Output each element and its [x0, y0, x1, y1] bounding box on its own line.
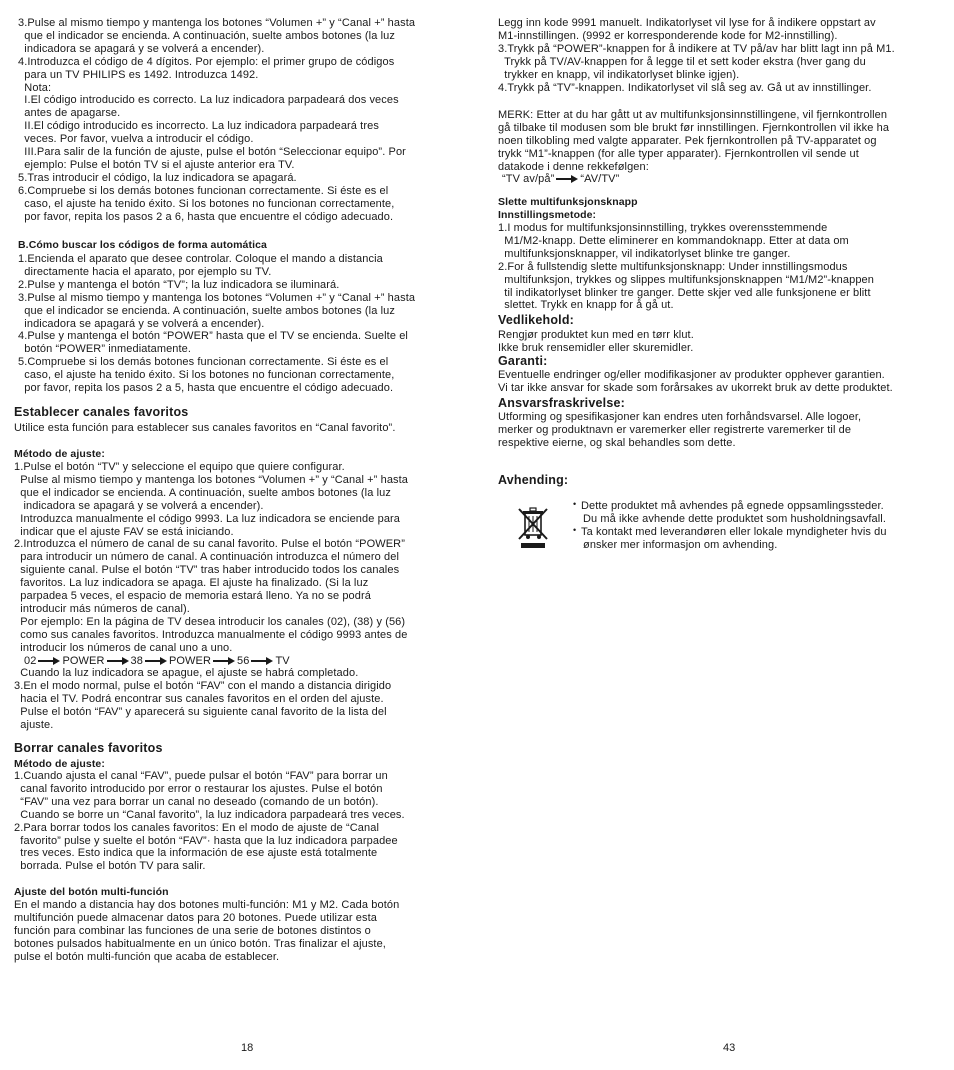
body-line: Trykk på TV/AV-knappen for å legge til et sett koder ekstra (hver gang du	[498, 55, 866, 68]
body-line: borrada. Pulse el botón TV para salir.	[14, 860, 206, 873]
body-line: M1-innstillingen. (9992 er korresponderende kode for M2-innstilling).	[498, 29, 838, 42]
body-line: que el indicador se encienda. A continuación, suelte ambos botones (la luz	[18, 29, 395, 42]
channel-sequence	[24, 655, 290, 667]
body-line: II.El código introducido es incorrecto. La luz indicadora parpadeará tres	[18, 120, 379, 133]
arrow-right-icon	[213, 657, 235, 665]
sequence-item: POWER	[168, 654, 211, 667]
body-line: indicadora se apagará y se volverá a encender).	[18, 317, 265, 330]
sequence-item: POWER	[62, 654, 105, 667]
section-title-ansvar: Ansvarsfraskrivelse:	[498, 396, 625, 410]
body-line: indicadora se apagará y se volverá a encender).	[14, 499, 264, 512]
body-line: 2.For å fullstendig slette multifunksjonsknapp: Under innstillingsmodus	[498, 260, 848, 273]
body-line: 4.Introduzca el código de 4 dígitos. Por ejemplo: el primer grupo de códigos	[18, 55, 395, 68]
body-line: introducir los números de canal uno a uno.	[14, 641, 233, 654]
body-line: para introducir un número de canal. A continuación introduzca el número del	[14, 551, 399, 564]
section-heading-multi: Ajuste del botón multi-función	[14, 886, 169, 898]
bullet-marker: •	[573, 499, 577, 509]
body-line: 3.En el modo normal, pulse el botón “FAV” con el mando a distancia dirigido	[14, 680, 392, 693]
section-title-garanti: Garanti:	[498, 354, 548, 368]
body-line: parpadea 5 veces, el espacio de memoria estará lleno. Ya no se podrá	[14, 590, 371, 602]
body-line: como sus canales favoritos. Introduzca manualmente el código 9993 antes de	[14, 628, 408, 641]
arrow-right-icon	[251, 657, 273, 665]
body-line: ajuste.	[14, 719, 54, 731]
body-line: Utforming og spesifikasjoner kan endres uten forhåndsvarsel. Alle logoer,	[498, 411, 862, 423]
note-line: trykk “M1”-knappen (for alle typer apparater). Fjernkontrollen vil sende ut	[498, 147, 859, 160]
body-line: Vi tar ikke ansvar for skade som forårsakes av ukorrekt bruk av dette produktet.	[498, 381, 893, 394]
body-line: tres veces. Esto indica que la información de ese ajuste está totalmente	[14, 847, 378, 860]
body-line: directamente hacia el aparato, por ejemplo su TV.	[18, 265, 272, 278]
body-line: caso, el ajuste ha tenido éxito. Si los botones no funcionan correctamente,	[18, 369, 395, 382]
arrow-right-icon	[145, 657, 167, 665]
body-line: Cuando se borre un “Canal favorito”, la luz indicadora parpadeará tres veces.	[14, 808, 405, 821]
body-line: caso, el ajuste ha tenido éxito. Si los botones no funcionan correctamente,	[18, 197, 395, 210]
body-line: para un TV PHILIPS es 1492. Introduzca 1492.	[18, 68, 259, 81]
section-title-avhending: Avhending:	[498, 473, 569, 487]
body-line: 3.Trykk på “POWER”-knappen for å indikere at TV på/av har blitt lagt inn på M1.	[498, 42, 895, 55]
bullet-line: ønsker mer informasjon om avhending.	[583, 538, 778, 551]
section-heading-b: B.Cómo buscar los códigos de forma automática	[18, 239, 267, 251]
body-line: indicadora se apagará y se volverá a encender).	[18, 42, 265, 55]
body-line: Eventuelle endringer og/eller modifikasjoner av produkter opphever garantien.	[498, 369, 885, 381]
body-line: 6.Compruebe si los demás botones funcionan correctamente. Si éste es el	[18, 184, 389, 197]
body-line: Legg inn kode 9991 manuelt. Indikatorlyset vil lyse for å indikere oppstart av	[498, 17, 876, 29]
body-line: por favor, repita los pasos 2 a 6, hasta que encuentre el código adecuado.	[18, 210, 394, 223]
body-line: En el mando a distancia hay dos botones multi-función: M1 y M2. Cada botón	[14, 899, 400, 911]
body-line: 3.Pulse al mismo tiempo y mantenga los botones “Volumen +” y “Canal +” hasta	[18, 17, 416, 29]
page-number-left: 18	[241, 1042, 254, 1054]
section-title-borrar: Borrar canales favoritos	[14, 741, 163, 755]
bullet-line: Ta kontakt med leverandøren eller lokale myndigheter hvis du	[581, 525, 887, 538]
body-line: Pulse al mismo tiempo y mantenga los botones “Volumen +” y “Canal +” hasta	[14, 473, 409, 486]
note-line: MERK: Etter at du har gått ut av multifunksjonsinnstillingene, vil fjernkontrollen	[498, 109, 888, 121]
sequence-item: TV	[275, 654, 290, 667]
body-line: por favor, repita los pasos 2 a 5, hasta que encuentre el código adecuado.	[18, 382, 394, 394]
body-line: Cuando la luz indicadora se apague, el ajuste se habrá completado.	[14, 667, 359, 680]
body-line: merker og produktnavn er varemerker eller registrerte varemerker til de	[498, 423, 852, 436]
arrow-right-icon	[38, 657, 60, 665]
body-line: favorito” pulse y suelte el botón “FAV”· hasta que la luz indicadora parpadee	[14, 834, 398, 847]
body-line: que el indicador se encienda. A continuación, suelte ambos botones (la luz	[14, 486, 391, 499]
body-line: 2.Para borrar todos los canales favoritos: En el modo de ajuste de “Canal	[14, 821, 379, 834]
body-line: hacia el TV. Podrá encontrar sus canales favoritos en el orden del ajuste.	[14, 693, 384, 706]
body-line: Ikke bruk rensemidler eller skuremidler.	[498, 341, 694, 354]
arrow-right-icon	[107, 657, 129, 665]
bullet-marker: •	[573, 524, 577, 535]
body-line: 1.I modus for multifunksjonsinnstilling, trykkes overensstemmende	[498, 222, 828, 234]
body-line: multifunksjon, trykkes og slippes multifunksjonsknappen “M1/M2”-knappen	[498, 273, 874, 286]
body-line: 5.Compruebe si los demás botones funcionan correctamente. Si éste es el	[18, 356, 389, 369]
body-line: Introduzca manualmente el código 9993. La luz indicadora se enciende para	[14, 512, 401, 525]
method-label: Método de ajuste:	[14, 758, 105, 770]
body-line: favoritos. La luz indicadora se apaga. El ajuste ha finalizado. (Si la luz	[14, 577, 369, 590]
sequence-item: 38	[130, 654, 143, 667]
body-line: 2.Introduzca el número de canal de su canal favorito. Pulse el botón “POWER”	[14, 538, 405, 551]
body-line: multifunción puede almacenar datos para 20 botones. Puede utilizar esta	[14, 911, 377, 924]
crossed-bin-icon	[516, 505, 550, 549]
note-line: datakode i denne rekkefølgen:	[498, 160, 649, 173]
body-line: función para combinar las funciones de una serie de botones distintos o	[14, 924, 371, 937]
body-line: M1/M2-knapp. Dette eliminerer en kommandoknapp. Etter at data om	[498, 234, 849, 247]
body-line: 1.Pulse el botón “TV” y seleccione el equipo que quiere configurar.	[14, 461, 345, 473]
body-line: til indikatorlyset blinker tre ganger. Dette skjer ved alle funksjonene er blitt	[498, 286, 871, 299]
body-line: 3.Pulse al mismo tiempo y mantenga los botones “Volumen +” y “Canal +” hasta	[18, 291, 416, 304]
body-line: I.El código introducido es correcto. La luz indicadora parpadeará dos veces	[18, 94, 399, 107]
body-line: pulse el botón multi-función que acaba de establecer.	[14, 950, 280, 963]
body-line: antes de apagarse.	[18, 107, 121, 120]
sequence-item: 56	[237, 654, 250, 667]
body-line: Pulse el botón “FAV” y aparecerá su siguiente canal favorito de la lista del	[14, 706, 387, 719]
body-line: indicar que el ajuste FAV se está iniciando.	[14, 525, 234, 538]
body-line: III.Para salir de la función de ajuste, pulse el botón “Seleccionar equipo”. Por	[18, 146, 406, 158]
body-line: multifunksjonsknapper, vil indikatorlyset blinke tre ganger.	[498, 247, 791, 260]
body-line: canal favorito introducido por error o restaurar los ajustes. Pulse el botón	[14, 782, 383, 795]
intro-line: Utilice esta función para establecer sus canales favoritos en “Canal favorito”.	[14, 422, 396, 434]
body-line: siguiente canal. Pulse el botón “TV” tras haber introducido todos los canales	[14, 564, 400, 577]
body-line: introducir más números de canal).	[14, 602, 190, 615]
body-line: botón “POWER” inmediatamente.	[18, 343, 192, 356]
bullet-line: Du må ikke avhende dette produktet som husholdningsavfall.	[583, 512, 886, 525]
body-line: Por ejemplo: En la página de TV desea introducir los canales (02), (38) y (56)	[14, 615, 406, 628]
datacode-sequence	[502, 173, 619, 185]
body-line: veces. Por favor, vuelva a introducir el código.	[18, 133, 254, 146]
method-label: Método de ajuste:	[14, 448, 105, 460]
body-line: 4.Pulse y mantenga el botón “POWER” hasta que el TV se encienda. Suelte el	[18, 330, 408, 343]
body-line: botones pulsados habitualmente en un único botón. Tras finalizar el ajuste,	[14, 937, 386, 950]
note-line: gå tilbake til modusen som ble brukt før innstillingen. Fjernkontrollen vil ikke ha	[498, 121, 890, 134]
body-line: 1.Cuando ajusta el canal “FAV”, puede pulsar el botón “FAV” para borrar un	[14, 770, 388, 782]
body-line: 5.Tras introducir el código, la luz indicadora se apagará.	[18, 171, 297, 184]
section-subheading: Innstillingsmetode:	[498, 209, 597, 221]
page-number-right: 43	[723, 1042, 736, 1054]
body-line: “FAV” una vez para borrar un canal no deseado (comando de un botón).	[14, 795, 379, 808]
sequence-item: “TV av/på”	[502, 172, 555, 185]
body-line: 2.Pulse y mantenga el botón “TV”; la luz indicadora se iluminará.	[18, 278, 340, 291]
body-line: 4.Trykk på “TV”-knappen. Indikatorlyset vil slå seg av. Gå ut av innstillinger.	[498, 81, 872, 94]
body-line: respektive eierne, og skal behandles som dette.	[498, 436, 736, 449]
section-title-vedlikehold: Vedlikehold:	[498, 313, 575, 327]
bullet-line: Dette produktet må avhendes på egnede oppsamlingssteder.	[581, 500, 884, 512]
body-line: Nota:	[18, 81, 52, 94]
body-line: trykker en knapp, vil indikatorlyset blinke igjen).	[498, 68, 740, 81]
sequence-item: “AV/TV”	[580, 172, 620, 185]
section-title-favoritos: Establecer canales favoritos	[14, 405, 189, 419]
sequence-item: 02	[24, 654, 37, 667]
body-line: ejemplo: Pulse el botón TV si el ajuste anterior era TV.	[18, 158, 295, 171]
body-line: slettet. Trykk en knapp for å gå ut.	[498, 299, 674, 312]
arrow-right-icon	[556, 175, 578, 183]
body-line: Rengjør produktet kun med en tørr klut.	[498, 329, 694, 341]
body-line: que el indicador se encienda. A continuación, suelte ambos botones (la luz	[18, 304, 395, 317]
body-line: 1.Encienda el aparato que desee controlar. Coloque el mando a distancia	[18, 253, 383, 265]
section-heading-slette: Slette multifunksjonsknapp	[498, 196, 638, 208]
note-line: noen tilkobling med valgte apparater. Pek fjernkontrollen på TV-apparatet og	[498, 134, 877, 147]
